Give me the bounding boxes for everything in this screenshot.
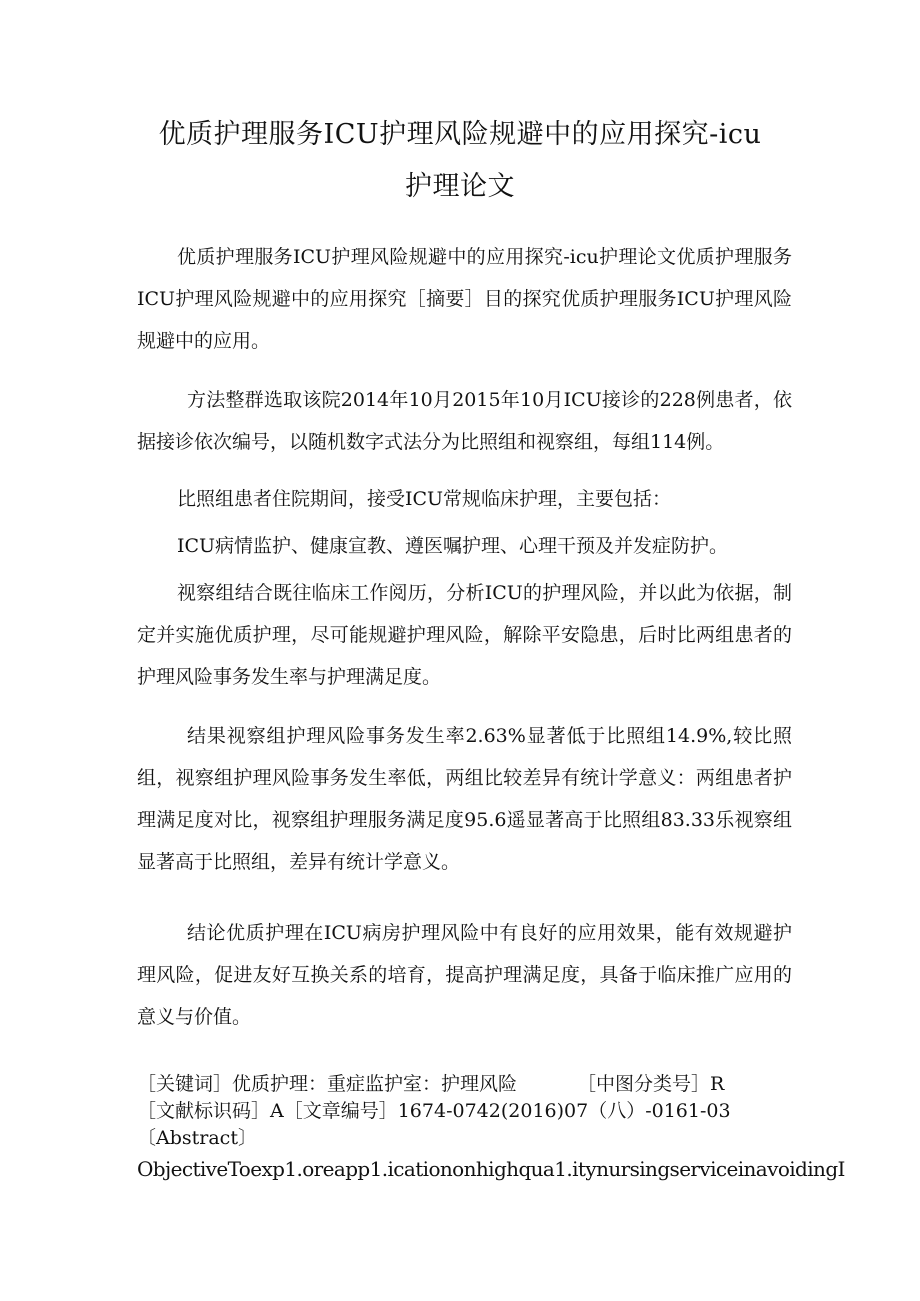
document-title — [0, 110, 920, 212]
paragraph-results: 结果视察组护理风险事务发生率2.63%显著低于比照组14.9%,较比照组，视察组护理风险事务发生率低，两组比较差异有统计学意义：两组患者护理满足度对比，视察组护理服务满足度95.6遥显著高于比照组83.33乐视察组显著高于比照组，差异有统计学意义。 — [137, 725, 792, 873]
paragraph-conclusion: 结论优质护理在ICU病房护理风险中有良好的应用效果，能有效规避护理风险，促进友好互换关系的培育，提高护理满足度，具备于临床推广应用的意义与价值。 — [137, 922, 792, 1028]
paragraph-control-care: ICU病情监护、健康宣教、遵医嘱护理、心理干预及并发症防护。 — [177, 535, 729, 557]
paragraph-observation-group: 视察组结合既往临床工作阅历，分析ICU的护理风险，并以此为依据，制定并实施优质护理，尽可能规避护理风险，解除平安隐患，后时比两组患者的护理风险事务发生率与护理满足度。 — [137, 582, 792, 688]
paragraph-methods: 方法整群选取该院2014年10月2015年10月ICU接诊的228例患者，依据接诊依次编号，以随机数字式法分为比照组和视察组，每组114例。 — [137, 389, 792, 453]
classification-number: ［中图分类号］R — [577, 1073, 725, 1095]
title-line-2: 护理论文 — [405, 171, 515, 202]
paragraph-control-group: 比照组患者住院期间，接受ICU常规临床护理，主要包括： — [177, 488, 672, 510]
document-ids: ［文献标识码］A［文章编号］1674-0742(2016)07（八）-0161-03 — [137, 1100, 731, 1122]
abstract-text: ObjectiveToexp1.oreapp1.icationonhighqua1.itynursingserviceinavoidingI — [137, 1157, 845, 1181]
keywords-line — [137, 1070, 807, 1098]
keywords: ［关键词］优质护理：重症监护室：护理风险 — [137, 1073, 518, 1095]
abstract-heading: 〔Abstract〕 — [137, 1127, 257, 1149]
title-line-1: 优质护理服务ICU护理风险规避中的应用探究-icu — [158, 119, 762, 150]
paragraph-intro: 优质护理服务ICU护理风险规避中的应用探究-icu护理论文优质护理服务ICU护理风险规避中的应用探究［摘要］目的探究优质护理服务ICU护理风险规避中的应用。 — [137, 246, 792, 352]
